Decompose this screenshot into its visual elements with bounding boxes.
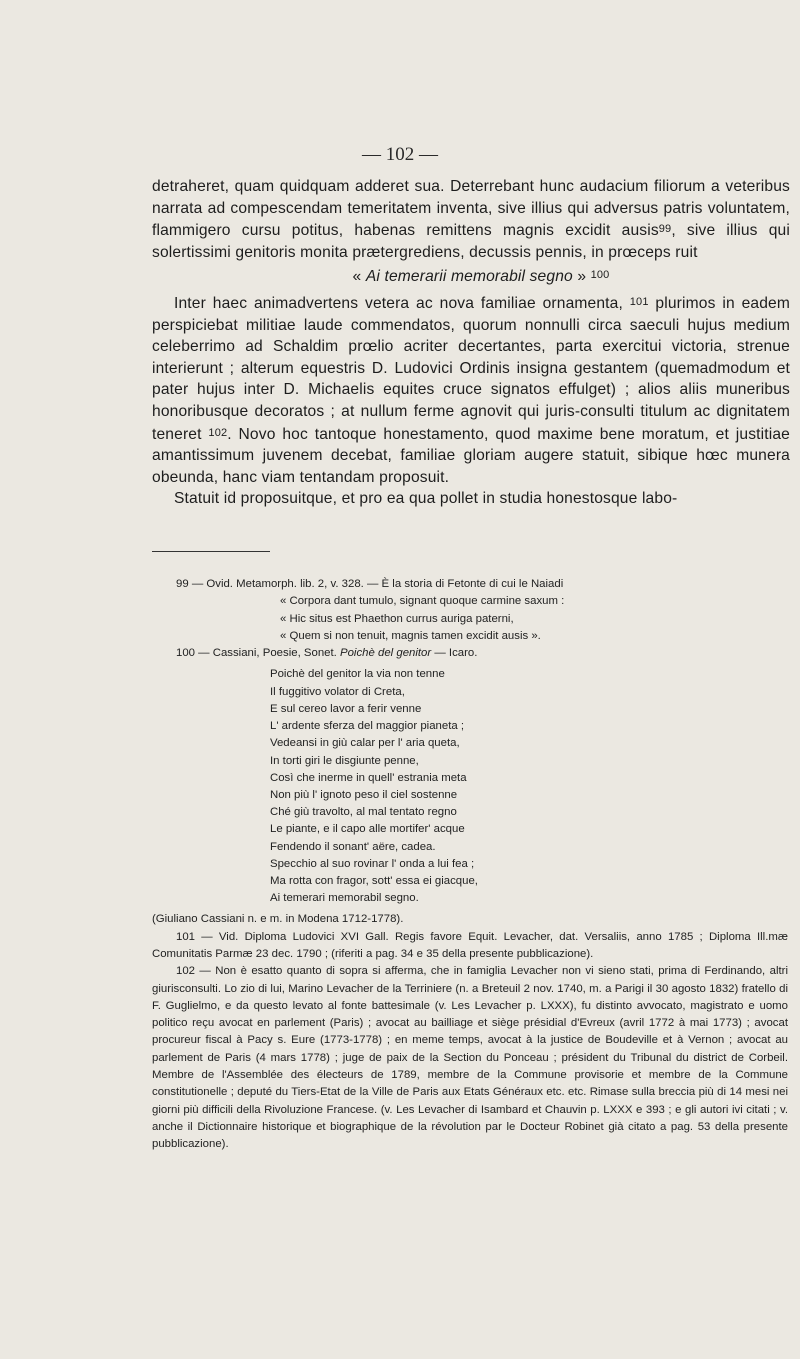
poem-line: L' ardente sferza del maggior pianeta ; [270,720,465,733]
verse-line: « Corpora dant tumulo, signant quoque carmine saxum : [280,595,565,608]
quote-text: Ai temerarii memorabil segno [365,268,573,286]
poem-line: Ché giù travolto, al mal tentato regno [270,806,457,819]
footnote-100 [152,645,788,662]
poem-line: Ma rotta con fragor, sott' essa ei giacque, [270,874,478,887]
paragraph: Statuit id proposuitque, et pro ea qua pollet in studia honestosque labo- [174,490,678,508]
poem-line: Non più l' ignoto peso il ciel sostenne [270,788,458,801]
text-run: . Novo hoc tantoque honestamento, quod maxime bene moratum, et justitiae amantissimum juvenem decebat, familiae gloriam augere statuit, sibique hœc munera obeunda, hanc viam tentandam proposuit. [152,425,790,486]
footnote-ref-99[interactable]: 99 [658,223,672,236]
poem-line: E sul cereo lavor a ferir venne [270,702,422,715]
footnote-ref-102[interactable]: 102 [208,426,228,439]
text-run: , sive illius qui solertissimi genitoris monita prætergrediens, decussis pennis, in prœceps ruit [152,222,790,261]
footnote-ref-100[interactable]: 100 [590,269,610,282]
paragraph [152,292,790,488]
footnote-101: 101 — Vid. Diploma Ludovici XVI Gall. Regis favore Equit. Levacher, dat. Versaliis, anno 1785 ; Diploma Ill.mæ Comunitatis Parmæ 23 dec. 1790 ; (riferiti a pag. 34 e 35 della presente pubblicazione). [152,930,788,960]
page-number: — 102 — [362,144,438,165]
text-run: Inter haec animadvertens vetera ac nova familiae ornamenta, [174,294,623,312]
poem-line: Specchio al suo rovinar l' onda a lui fea ; [270,857,475,870]
poem-line: Fendendo il sonant' aëre, cadea. [270,840,436,853]
quote-line [152,265,790,288]
poem-line: Così che inerme in quell' estrania meta [270,771,467,784]
verse-line: « Quem si non tenuit, magnis tamen excidit ausis ». [280,629,541,642]
poem-line: Le piante, e il capo alle mortifer' acque [270,823,465,836]
poem-line: Vedeansi in giù calar per l' aria queta, [270,737,460,750]
quote-mark: » [577,268,587,286]
footnote-99: 99 — Ovid. Metamorph. lib. 2, v. 328. — È la storia di Fetonte di cui le Naiadi [176,578,564,590]
poem-line: Il fuggitivo volator di Creta, [270,685,405,698]
poem-line: Poichè del genitor la via non tenne [270,668,445,681]
body-text [152,176,790,510]
text-run: 100 — Cassiani, Poesie, Sonet. [176,647,337,660]
poem-attribution: (Giuliano Cassiani n. e m. in Modena 1712-1778). [152,913,404,926]
verse-line: « Hic situs est Phaethon currus auriga paterni, [280,612,514,625]
poem-title: Poichè del genitor [340,647,432,660]
poem [152,666,788,907]
poem-line: Ai temerari memorabil segno. [270,892,419,905]
paragraph [152,176,790,263]
footnote-ref-101[interactable]: 101 [629,295,649,308]
text-run: detraheret, quam quidquam adderet sua. Deterrebant hunc audacium filiorum a veteribus narrata ad compescendam temeritatem inventa, sive illius qui adversus patris voluntatem, flammigero cursu potitus, habenas remittens magnis excidit ausis [152,178,790,240]
text-run: — Icaro. [434,647,478,660]
poem-line: In torti giri le disgiunte penne, [270,754,419,767]
footnote-102: 102 — Non è esatto quanto di sopra si afferma, che in famiglia Levacher non vi sieno stati, prima di Ferdinando, altri giurisconsulti. Lo zio di lui, Marino Levacher de la Terriniere (n. a Breteuil 2 nov. 1740, m. a Parigi il 30 agosto 1832) fratello di F. Guglielmo, e da questo levato al fonte battesimale (v. Les Levacher p. LXXX), fu distinto avvocato, magistrato e uomo politico reçu avocat en parlement (Paris) ; avocat au bailliage et siège présidial d'Evreux (avril 1772 à mai 1773) ; avocat procureur fiscal à Pacy s. Eure (1773-1778) ; en meme temps, avocat à la justice de Boudeville et à Vernon ; avocat au parlement de Paris (4 mars 1778) ; juge de paix de la Section du Ponceau ; président du Tribunal du district de Corbeil. Membre de l'Assemblée des électeurs de 1789, membre de la Commune provisorie et membre de la Commune constitutionelle ; deputé du Tiers-Etat de la Ville de Paris aux Etats Généraux etc. etc. Rimase sulla breccia più di 14 mesi nei giorni più difficili della Rivoluzione Francese. (v. Les Levacher di Isambard et Chauvin p. LXXX e 393 ; e gli autori ivi citati ; v. anche il Dictionnaire historique et biographique de la révolution par le Docteur Robinet già citato a pag. 53 della presente pubblicazione). [152,965,788,1151]
quote-mark: « [352,268,362,286]
footnote-divider [152,551,270,552]
text-run: plurimos in eadem perspiciebat militiae laude commendatos, quorum nonnulli circa saeculi hujus medium celeberrimo ad Schaldim prœlio acriter decertantes, parta exercitui victoria, strenue interierunt ; alterum equestris D. Ludovici Ordinis insigna gestantem (quemadmodum et pater hujus inter D. Michaelis equites cruce signatos effulget) ; alios aliis muneribus honoribusque decoratos ; at nullum ferme agnovit qui juris-consulti titulum ac dignitatem teneret [152,294,791,443]
footnotes [152,576,788,1153]
